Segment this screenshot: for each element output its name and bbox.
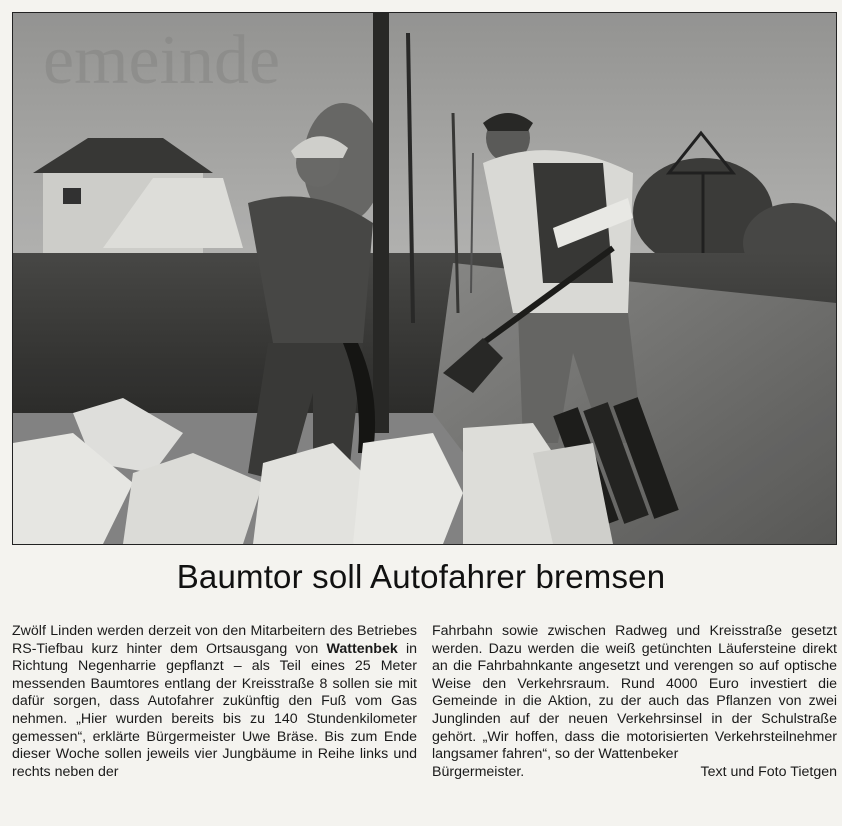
article-body [12, 623, 837, 781]
article-text: Fahrbahn sowie zwischen Radweg und Kreisstraße gesetzt werden. Dazu werden die weiß getünchten Läufersteine direkt an die Fahrbahnkante angesetzt und verengen so auf optische Weise den Verkehrsraum. Rund 4000 Euro investiert die Gemeinde in die Aktion, zu der auch das Pflanzen von zwei Junglinden auf der neuen Verkehrsinsel in der Schulstraße gehört. „Wir hoffen, dass die motorisierten Verkehrsteilnehmer langsamer fahren“, so der Wattenbeker [432, 623, 837, 763]
article-photo [12, 12, 837, 545]
photo-two-workers-planting-tree [13, 13, 836, 544]
article-endline [432, 764, 837, 782]
article-column-right [432, 623, 837, 781]
article-paragraph-right [432, 623, 837, 764]
article-column-left [12, 623, 417, 781]
article-place: Wattenbek [326, 640, 398, 657]
article-text: Bürgermeister. [432, 763, 525, 780]
article-paragraph-left [12, 623, 417, 781]
photo-credit: Text und Foto Tietgen [700, 763, 837, 780]
headline: Baumtor soll Autofahrer bremsen [176, 558, 666, 595]
article-text: in Richtung Negenharrie gepflanzt – als Teil eines 25 Meter messenden Baumtores entlang der Kreisstraße 8 sollen sie mit dafür sorgen, dass Autofahrer zukünftig den Fuß vom Gas nehmen. „Hier wurden bereits bis zu 140 Stundenkilometer gemessen“, erklärte Bürgermeister Uwe Bräse. Bis zum Ende dieser Woche sollen jeweils vier Jungbäume in Reihe links und rechts neben der [12, 640, 417, 780]
svg-text:emeinde: emeinde [43, 22, 281, 99]
article-text: Zwölf Linden werden derzeit von den Mitarbeitern des Betriebes RS-Tiefbau kurz hinter dem Ortsausgang von [12, 623, 417, 657]
